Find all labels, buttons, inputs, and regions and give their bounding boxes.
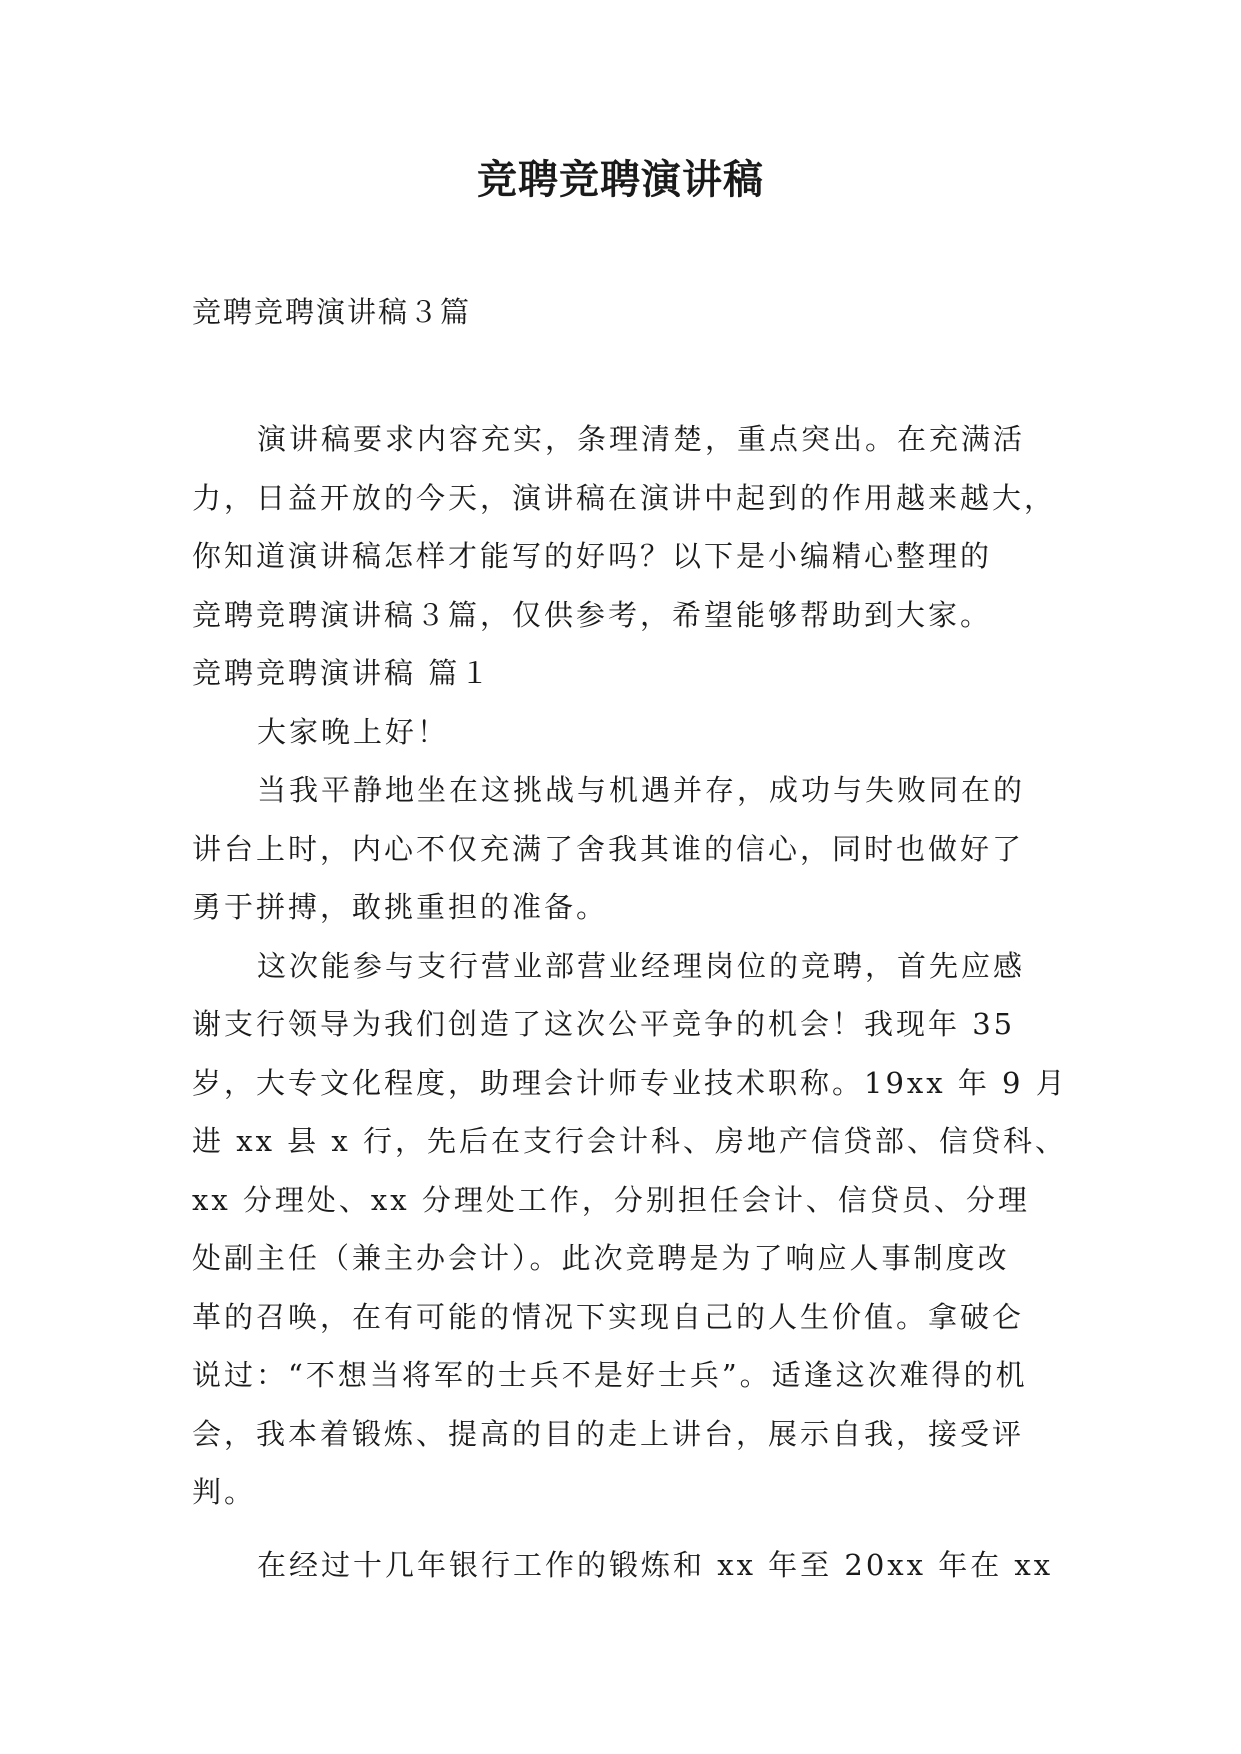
body-line: 当我平静地坐在这挑战与机遇并存，成功与失败同在的 <box>257 773 1026 807</box>
document-body <box>192 410 1072 1594</box>
body-line: 革的召唤，在有可能的情况下实现自己的人生价值。拿破仑 <box>192 1299 1025 1334</box>
body-line: 在经过十几年银行工作的锻炼和 xx 年至 20xx 年在 xx <box>257 1547 1054 1582</box>
body-line: 谢支行领导为我们创造了这次公平竞争的机会！我现年 35 <box>192 1007 1016 1041</box>
body-line: 岁，大专文化程度，助理会计师专业技术职称。19xx 年 9 月 <box>192 1065 1068 1100</box>
body-line: 讲台上时，内心不仅充满了舍我其谁的信心，同时也做好了 <box>192 831 1025 866</box>
document-subtitle: 竞聘竞聘演讲稿３篇 <box>192 295 472 329</box>
section-heading: 竞聘竞聘演讲稿 篇１ <box>192 656 493 690</box>
body-line: xx 分理处、xx 分理处工作，分别担任会计、信贷员、分理 <box>192 1182 1030 1217</box>
body-line: 竞聘竞聘演讲稿３篇，仅供参考，希望能够帮助到大家。 <box>192 597 993 632</box>
paragraph-gap <box>192 1522 1072 1536</box>
body-line: 会，我本着锻炼、提高的目的走上讲台，展示自我，接受评 <box>192 1416 1025 1451</box>
body-line: 判。 <box>192 1475 257 1509</box>
body-line: 力，日益开放的今天，演讲稿在演讲中起到的作用越来越大， <box>192 480 1057 515</box>
body-line: 处副主任（兼主办会计）。此次竞聘是为了响应人事制度改 <box>192 1241 1010 1275</box>
document-title: 竞聘竞聘演讲稿 <box>477 156 764 203</box>
body-line: 演讲稿要求内容充实，条理清楚，重点突出。在充满活 <box>257 422 1026 456</box>
body-line: 勇于拼搏，敢挑重担的准备。 <box>192 890 609 924</box>
body-line: 你知道演讲稿怎样才能写的好吗？以下是小编精心整理的 <box>192 539 993 573</box>
body-line: 这次能参与支行营业部营业经理岗位的竞聘，首先应感 <box>257 948 1026 983</box>
body-line: 说过：“不想当将军的士兵不是好士兵”。适逢这次难得的机 <box>192 1358 1028 1392</box>
body-line: 进 xx 县 x 行，先后在支行会计科、房地产信贷部、信贷科、 <box>192 1124 1067 1158</box>
body-line: 大家晚上好！ <box>257 714 450 749</box>
